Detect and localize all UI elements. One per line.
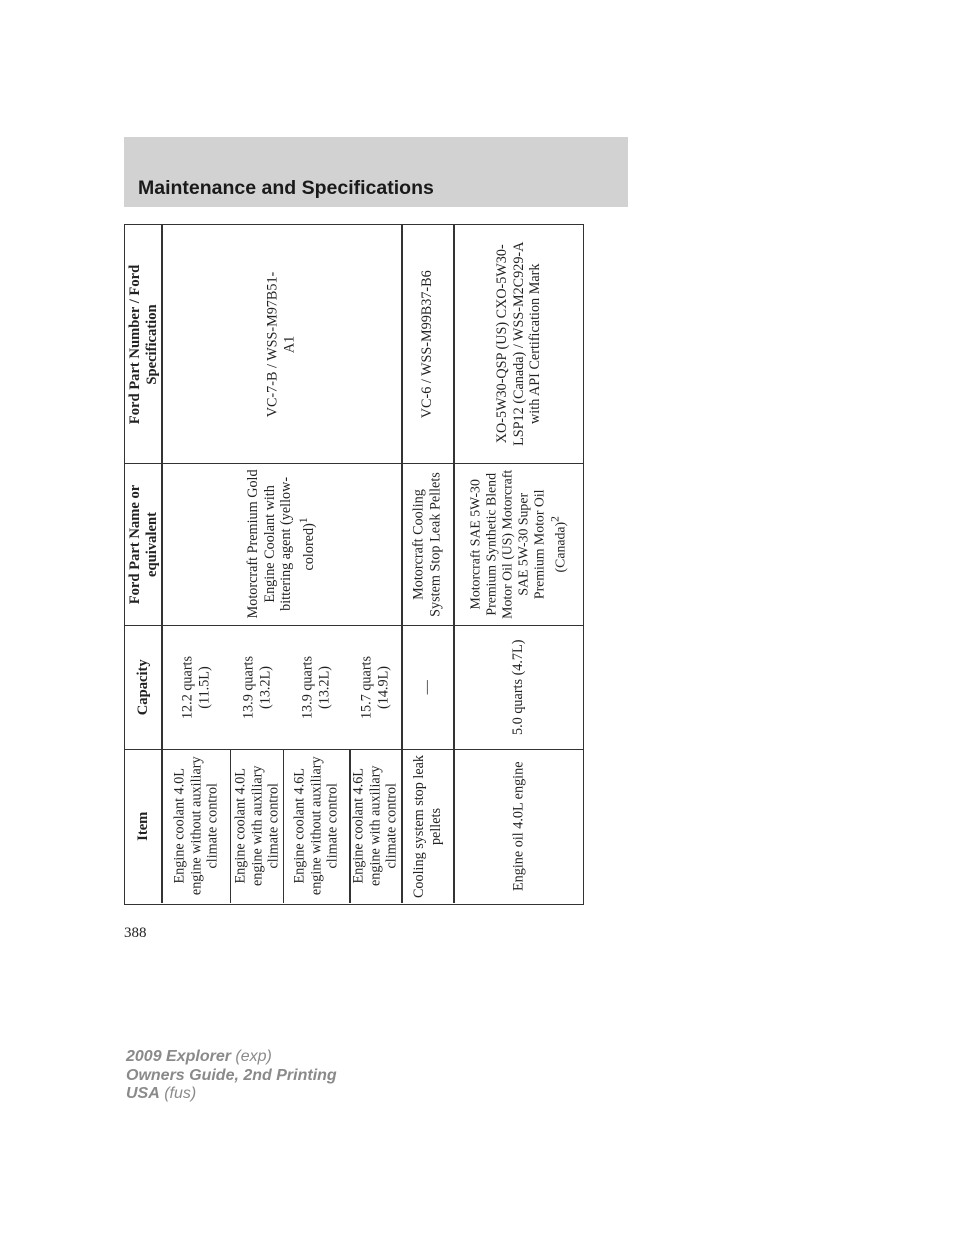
part-number-text: VC-6 / WSS-M99B37-B6 bbox=[418, 270, 435, 418]
item-cell bbox=[161, 749, 230, 903]
capacity-text: 13.9 quarts (13.2L) bbox=[240, 655, 273, 719]
header-part-number bbox=[125, 225, 161, 463]
footer-market-code: (fus) bbox=[159, 1085, 197, 1102]
item-cell bbox=[283, 749, 349, 903]
item-cell bbox=[349, 749, 401, 903]
header-capacity bbox=[125, 625, 161, 749]
footer-line-guide bbox=[126, 1067, 337, 1086]
part-name-cell bbox=[161, 463, 401, 625]
part-name-cell bbox=[453, 463, 583, 625]
capacity-cell bbox=[453, 625, 583, 749]
page-number: 388 bbox=[124, 925, 147, 941]
item-text: Cooling system stop leak pellets bbox=[410, 754, 443, 898]
capacity-cell bbox=[230, 625, 283, 749]
footer-model-code: (exp) bbox=[230, 1048, 272, 1065]
capacity-text: 12.2 quarts (11.5L) bbox=[179, 655, 212, 719]
item-text: Engine coolant 4.0L engine with auxiliary climate control bbox=[231, 765, 281, 887]
footer-model: 2009 Explorer bbox=[126, 1048, 231, 1065]
specifications-table bbox=[124, 224, 584, 905]
footer-guide: Owners Guide, 2nd Printing bbox=[126, 1066, 337, 1084]
capacity-text: 15.7 quarts (14.9L) bbox=[358, 655, 391, 719]
item-cell bbox=[401, 749, 453, 903]
footer-market: USA bbox=[126, 1085, 160, 1102]
part-number-cell bbox=[453, 225, 583, 463]
capacity-cell bbox=[161, 625, 230, 749]
item-text: Engine oil 4.0L engine bbox=[509, 761, 526, 891]
part-name-label: Motorcraft Cooling System Stop Leak Pellets bbox=[410, 471, 443, 617]
part-number-cell bbox=[401, 225, 453, 463]
part-name-cell bbox=[401, 463, 453, 625]
item-cell bbox=[230, 749, 283, 903]
footer-line-market bbox=[126, 1085, 337, 1104]
footnote-marker: 2 bbox=[549, 515, 562, 522]
header-part-name-label: Ford Part Name or equivalent bbox=[126, 484, 159, 604]
part-name-text bbox=[245, 469, 317, 619]
part-name-label: Motorcraft SAE 5W-30 Premium Synthetic Blend Motor Oil (US) Motorcraft SAE 5W-30 Super Premium Motor Oil (Canada) bbox=[467, 469, 568, 619]
capacity-text: 5.0 quarts (4.7L) bbox=[509, 639, 526, 735]
part-name-text bbox=[468, 469, 569, 619]
footer-line-model bbox=[126, 1048, 337, 1067]
part-number-cell bbox=[161, 225, 401, 463]
item-text: Engine coolant 4.6L engine with auxiliary climate control bbox=[350, 765, 400, 887]
footer bbox=[126, 1048, 337, 1104]
item-cell bbox=[453, 749, 583, 903]
part-name-text bbox=[411, 469, 444, 619]
item-text: Engine coolant 4.0L engine without auxiliary climate control bbox=[170, 756, 220, 896]
header-item bbox=[125, 749, 161, 903]
footnote-marker: 1 bbox=[295, 517, 310, 524]
capacity-cell bbox=[349, 625, 401, 749]
header-capacity-label: Capacity bbox=[134, 659, 151, 715]
header-part-number-label: Ford Part Number / Ford Specification bbox=[126, 264, 159, 424]
part-number-text: VC-7-B / WSS-M97B51-A1 bbox=[264, 271, 297, 417]
item-text: Engine coolant 4.6L engine without auxiliary climate control bbox=[291, 756, 341, 896]
header-item-label: Item bbox=[134, 811, 151, 841]
capacity-text: — bbox=[418, 679, 435, 695]
section-title: Maintenance and Specifications bbox=[138, 177, 434, 199]
header-part-name bbox=[125, 463, 161, 625]
part-name-label: Motorcraft Premium Gold Engine Coolant with bittering agent (yellow-colored) bbox=[245, 469, 317, 619]
capacity-cell bbox=[283, 625, 349, 749]
capacity-cell bbox=[401, 625, 453, 749]
part-number-text: XO-5W30-QSP (US) CXO-5W30-LSP12 (Canada) / WSS-M2C929-A with API Certification Mark bbox=[493, 241, 543, 447]
capacity-text: 13.9 quarts (13.2L) bbox=[299, 655, 332, 719]
